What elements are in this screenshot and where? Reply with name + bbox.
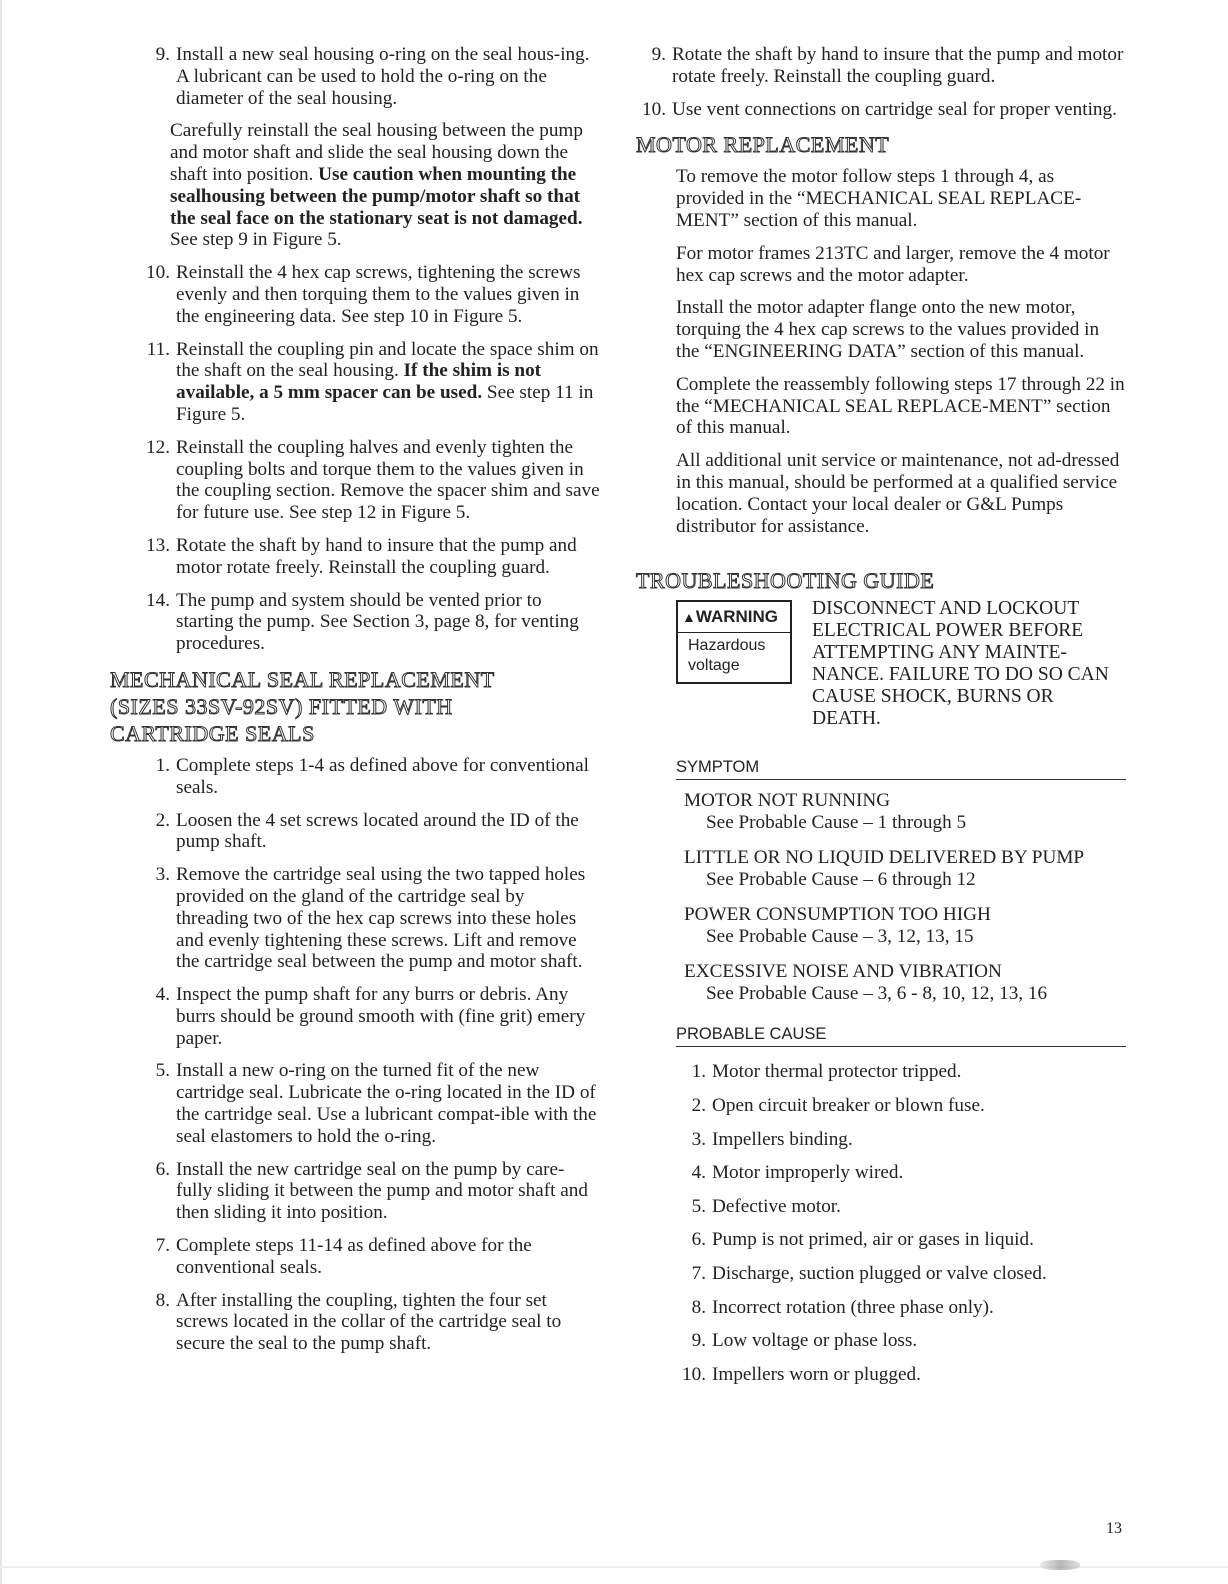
- item-number: 10.: [146, 262, 170, 284]
- item-text: Rotate the shaft by hand to insure that the pump and motor rotate freely. Reinstall the coupling guard.: [672, 44, 1124, 87]
- symptom-reference: See Probable Cause – 3, 6 - 8, 10, 12, 13, 16: [706, 983, 1048, 1005]
- item-text: After installing the coupling, tighten the four set screws located in the collar of the cartridge seal to secure the seal to the pump shaft.: [176, 1289, 562, 1355]
- para-text: Carefully reinstall the seal housing between the pump and motor shaft and slide the seal housing down the shaft into position.: [170, 120, 583, 185]
- warning-triangle-icon: ▲: [682, 609, 696, 626]
- item-number: 7.: [691, 1262, 706, 1284]
- list-item: [140, 1060, 600, 1147]
- cause-item: [676, 1229, 1126, 1251]
- item-text: Complete steps 11-14 as defined above for the conventional seals.: [176, 1235, 532, 1278]
- warning-label-top: [678, 602, 790, 633]
- paragraph: Complete the reassembly following steps 17 through 22 in the “MECHANICAL SEAL REPLACE-MENT” section of this manual.: [676, 373, 1125, 439]
- left-column: [110, 44, 600, 1366]
- list-item: [140, 755, 600, 799]
- list-item: [140, 437, 600, 524]
- warning-label: [676, 600, 792, 684]
- symptom-heading: SYMPTOM: [676, 758, 1126, 780]
- item-number: 14.: [146, 589, 170, 611]
- warning-block: [676, 598, 1126, 730]
- list-item: [140, 339, 600, 426]
- scan-edge: [0, 0, 2, 1584]
- item-number: 9.: [691, 1330, 706, 1352]
- list-item: [140, 44, 600, 109]
- paragraph: For motor frames 213TC and larger, remove the 4 motor hex cap screws and the motor adapter.: [676, 242, 1110, 286]
- item-text: Complete steps 1-4 as defined above for conventional seals.: [176, 754, 589, 798]
- item-text: Pump is not primed, air or gases in liquid.: [712, 1229, 1034, 1251]
- symptom-title: EXCESSIVE NOISE AND VIBRATION: [684, 961, 1002, 983]
- item-text: Remove the cartridge seal using the two tapped holes provided on the gland of the cartridge seal by threading two of the hex cap screws into these holes and evenly tightening these screws. Lift and remove the cartridge seal between the pump and motor shaft.: [176, 864, 586, 973]
- item-text: Defective motor.: [712, 1195, 841, 1217]
- heading-line: CARTRIDGE SEALS: [110, 720, 315, 746]
- item-text: Incorrect rotation (three phase only).: [712, 1296, 994, 1318]
- para-text: See step 11 in Figure 5.: [176, 382, 594, 425]
- motor-replacement-section: [636, 166, 1126, 537]
- list-item: [140, 262, 600, 327]
- caution-text: Use caution when mounting the sealhousing between the pump/motor shaft so that the seal face on the stationary seat is not damaged.: [170, 163, 583, 229]
- cause-item: [676, 1297, 1126, 1319]
- paragraph: All additional unit service or maintenance, not ad-dressed in this manual, should be performed at a qualified service location. Contact your local dealer or G&L Pumps distributor for assistance.: [676, 450, 1120, 537]
- cause-item: [676, 1162, 1126, 1184]
- list-item: [140, 984, 600, 1049]
- symptom-title: MOTOR NOT RUNNING: [684, 790, 891, 812]
- item-number: 6.: [691, 1229, 706, 1251]
- cause-item: [676, 1129, 1126, 1151]
- item-number: 3.: [691, 1128, 706, 1150]
- item-text: Discharge, suction plugged or valve closed.: [712, 1262, 1047, 1284]
- symptom-item: [684, 961, 1126, 1005]
- warning-word: WARNING: [695, 607, 779, 627]
- item-number: 1.: [691, 1061, 706, 1083]
- item-number: 8.: [155, 1289, 170, 1311]
- paragraph: To remove the motor follow steps 1 through 4, as provided in the “MECHANICAL SEAL REPLACE-MENT” section of this manual.: [676, 166, 1082, 231]
- item-number: 1.: [155, 754, 170, 776]
- item-text: The pump and system should be vented prior to starting the pump. See Section 3, page 8, for venting procedures.: [176, 589, 579, 655]
- probable-cause-heading: PROBABLE CAUSE: [676, 1025, 1126, 1047]
- symptom-item: [684, 847, 1126, 891]
- heading-line: (SIZES 33SV-92SV) FITTED WITH: [110, 693, 453, 719]
- right-column: [636, 44, 1126, 1397]
- page-number: 13: [1106, 1520, 1122, 1537]
- troubleshooting-heading: TROUBLESHOOTING GUIDE: [636, 568, 935, 594]
- cartridge-seal-heading: [110, 666, 600, 747]
- cause-item: [676, 1263, 1126, 1285]
- cartridge-steps-list: [140, 755, 600, 1355]
- cause-item: [676, 1364, 1126, 1386]
- item-number: 9.: [651, 44, 666, 65]
- list-item: [140, 590, 600, 655]
- item-text: Impellers binding.: [712, 1128, 853, 1150]
- heading-line: MECHANICAL SEAL REPLACEMENT: [110, 666, 495, 692]
- scan-artifact: [1040, 1560, 1080, 1570]
- cause-item: [676, 1095, 1126, 1117]
- list-item: [636, 99, 1126, 121]
- item-text: Rotate the shaft by hand to insure that the pump and motor rotate freely. Reinstall the coupling guard.: [176, 534, 577, 578]
- item-number: 4.: [691, 1162, 706, 1184]
- cause-item: [676, 1196, 1126, 1218]
- item-number: 13.: [146, 534, 170, 556]
- item-text: Install a new seal housing o-ring on the seal hous-ing. A lubricant can be used to hold the o-ring on the diameter of the seal housing.: [176, 44, 590, 109]
- item-text: Loosen the 4 set screws located around the ID of the pump shaft.: [176, 809, 579, 853]
- item-number: 2.: [155, 809, 170, 831]
- item-number: 12.: [146, 436, 170, 458]
- cause-item: [676, 1061, 1126, 1083]
- warning-text: DISCONNECT AND LOCKOUT ELECTRICAL POWER BEFORE ATTEMPTING ANY MAINTE-NANCE. FAILURE TO DO SO CAN CAUSE SHOCK, BURNS OR DEATH.: [812, 598, 1109, 730]
- item-text: Inspect the pump shaft for any burrs or debris. Any burrs should be ground smooth with (fine grit) emery paper.: [176, 984, 586, 1049]
- motor-replacement-heading: MOTOR REPLACEMENT: [636, 132, 890, 158]
- shim-note: If the shim is not available, a 5 mm spacer can be used.: [176, 360, 542, 404]
- item-number: 5.: [155, 1060, 170, 1082]
- item-text: Reinstall the 4 hex cap screws, tightening the screws evenly and then torquing them to the values given in the engineering data. See step 10 in Figure 5.: [176, 262, 581, 327]
- symptom-reference: See Probable Cause – 3, 12, 13, 15: [706, 926, 974, 948]
- item-number: 3.: [155, 864, 170, 886]
- paragraph: Install the motor adapter flange onto the new motor, torquing the 4 hex cap screws to the values provided in the “ENGINEERING DATA” section of this manual.: [676, 297, 1100, 362]
- item-number: 2.: [691, 1094, 706, 1116]
- item-number: 9.: [155, 44, 170, 65]
- symptom-reference: See Probable Cause – 1 through 5: [706, 812, 967, 834]
- item-number: 7.: [155, 1235, 170, 1257]
- item-text: Motor improperly wired.: [712, 1162, 904, 1184]
- item-text: Impellers worn or plugged.: [712, 1363, 921, 1385]
- symptom-item: [684, 790, 1126, 834]
- item-number: 6.: [155, 1158, 170, 1180]
- list-item: [140, 535, 600, 579]
- symptom-reference: See Probable Cause – 6 through 12: [706, 869, 976, 891]
- item-number: 10.: [682, 1363, 706, 1385]
- symptom-item: [684, 904, 1126, 948]
- item-text: Reinstall the coupling halves and evenly tighten the coupling bolts and torque them to the values given in the coupling section. Remove the spacer shim and save for future use. See step 12 in Figure 5.: [176, 436, 600, 524]
- item-number: 10.: [642, 98, 666, 120]
- list-item: [140, 810, 600, 854]
- item-text: Open circuit breaker or blown fuse.: [712, 1094, 985, 1116]
- probable-cause-list: [636, 1061, 1126, 1385]
- item-text: Motor thermal protector tripped.: [712, 1061, 962, 1083]
- item-text: [176, 339, 600, 426]
- item-text: Install a new o-ring on the turned fit of the new cartridge seal. Lubricate the o-ring located in the ID of the cartridge seal. Use a lubricant compat-ible with the seal elastomers to hold the o-ring.: [176, 1060, 597, 1147]
- list-item: [140, 864, 600, 973]
- item-number: 8.: [691, 1296, 706, 1318]
- symptom-title: POWER CONSUMPTION TOO HIGH: [684, 904, 991, 926]
- list-item: [140, 1235, 600, 1279]
- step9-paragraph: [170, 120, 600, 251]
- para-text: Reinstall the coupling pin and locate the space shim on the shaft on the seal housing.: [176, 338, 599, 382]
- list-item: [636, 44, 1126, 88]
- hazard-description: Hazardous voltage: [688, 637, 766, 675]
- item-number: 5.: [691, 1195, 706, 1217]
- item-number: 4.: [155, 984, 170, 1006]
- cause-item: [676, 1330, 1126, 1352]
- item-number: 11.: [146, 338, 170, 360]
- item-text: Use vent connections on cartridge seal for proper venting.: [672, 98, 1117, 120]
- item-text: Low voltage or phase loss.: [712, 1330, 918, 1352]
- para-text: See step 9 in Figure 5.: [170, 229, 342, 251]
- list-item: [140, 1159, 600, 1224]
- symptom-title: LITTLE OR NO LIQUID DELIVERED BY PUMP: [684, 847, 1085, 869]
- item-text: Install the new cartridge seal on the pump by care-fully sliding it between the pump and motor shaft and then sliding it into position.: [176, 1158, 588, 1224]
- list-item: [140, 1290, 600, 1355]
